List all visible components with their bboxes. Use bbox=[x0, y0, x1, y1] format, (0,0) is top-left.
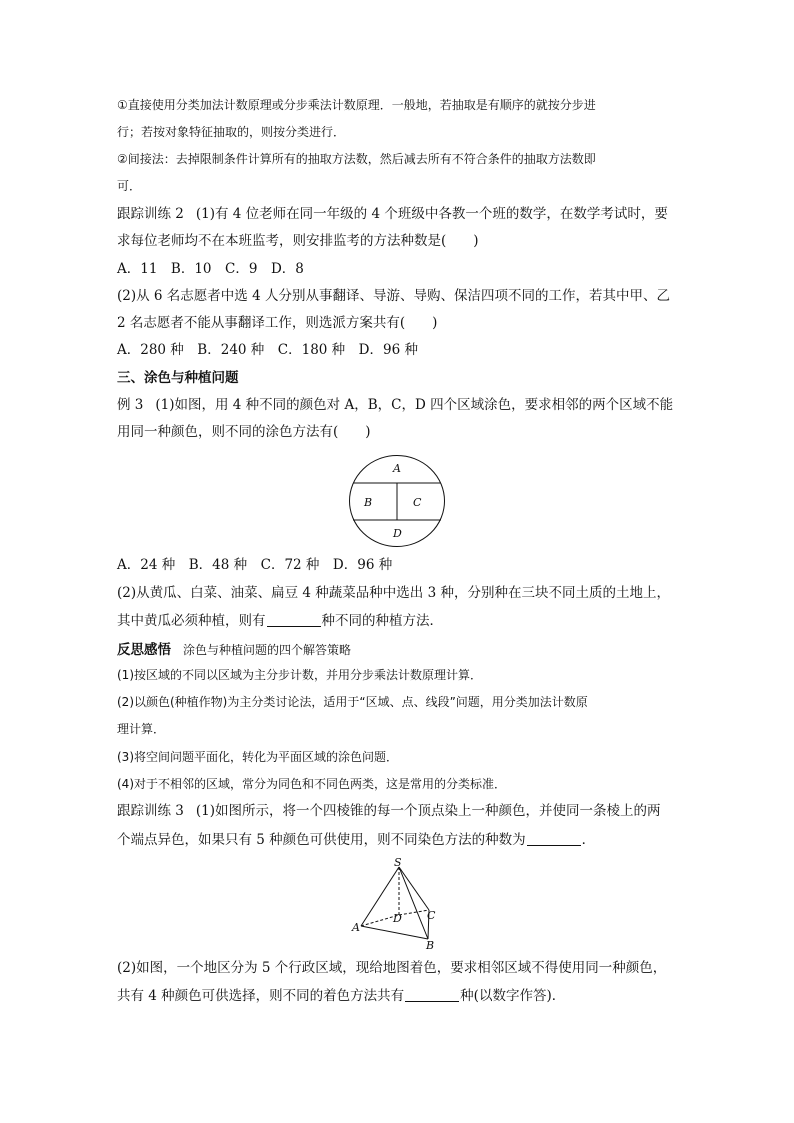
example3-q2-text-pre: 其中黄瓜必须种植，则有 bbox=[117, 613, 266, 629]
region-label-b: B bbox=[364, 496, 373, 509]
vertex-label-a: A bbox=[352, 921, 360, 934]
pyramid-figure bbox=[350, 855, 440, 951]
reflection-heading bbox=[117, 641, 351, 658]
example3-q1-options: A．24 种 B．48 种 C．72 种 D．96 种 bbox=[117, 557, 393, 573]
reflection-strategy-2-line2: 理计算． bbox=[117, 722, 166, 736]
answer-blank bbox=[527, 833, 581, 846]
training3-q1-text-post: ． bbox=[581, 832, 596, 848]
strategy-item2-line1: ②间接法：去掉限制条件计算所有的抽取方法数，然后减去所有不符合条件的抽取方法数即 bbox=[117, 152, 596, 166]
strategy-item1-line1: ①直接使用分类加法计数原理或分步乘法计数原理．一般地，若抽取是有顺序的就按分步进 bbox=[117, 98, 596, 112]
vertex-label-c: C bbox=[427, 909, 436, 922]
training2-q1-line1 bbox=[117, 208, 668, 222]
training3-q2-line1: (2)如图，一个地区分为 5 个行政区域，现给地图着色，要求相邻区域不得使用同一种颜色， bbox=[117, 960, 667, 976]
example3-q2-line2 bbox=[117, 614, 443, 629]
training2-q1-options: A．11 B．10 C．9 D．8 bbox=[117, 261, 304, 277]
example3-q1-line2: 用同一种颜色，则不同的涂色方法有( ) bbox=[117, 424, 371, 440]
reflection-title: 反思感悟 bbox=[117, 642, 171, 658]
answer-blank bbox=[405, 989, 459, 1002]
reflection-strategy-4: (4)对于不相邻的区域，常分为同色和不同色两类，这是常用的分类标准． bbox=[117, 777, 507, 791]
strategy-item1-line2: 行；若按对象特征抽取的，则按分类进行． bbox=[117, 125, 346, 139]
training2-label: 跟踪训练 2 bbox=[117, 206, 184, 222]
example3-q1-line1 bbox=[117, 399, 673, 413]
training2-q2-options: A．280 种 B．240 种 C．180 种 D．96 种 bbox=[117, 342, 418, 358]
training2-q2-line1: (2)从 6 名志愿者中选 4 人分别从事翻译、导游、导购、保洁四项不同的工作，若其中甲、乙 bbox=[117, 288, 670, 304]
training3-label: 跟踪训练 3 bbox=[117, 803, 184, 819]
region-label-a: A bbox=[393, 462, 401, 475]
training3-q1-line1 bbox=[117, 805, 661, 819]
reflection-strategy-2-line1: (2)以颜色(种植作物)为主分类讨论法，适用于“区域、点、线段”问题，用分类加法计数原 bbox=[117, 695, 588, 709]
reflection-strategy-1: (1)按区域的不同以区域为主分步计数，并用分步乘法计数原理计算． bbox=[117, 668, 483, 682]
answer-blank bbox=[267, 614, 321, 627]
region-label-c: C bbox=[413, 496, 422, 509]
vertex-label-d: D bbox=[393, 912, 402, 925]
example3-q2-line1: (2)从黄瓜、白菜、油菜、扁豆 4 种蔬菜品种中选出 3 种，分别种在三块不同土质的土地上， bbox=[117, 585, 670, 601]
training3-q1-line2 bbox=[117, 833, 595, 848]
training3-q2-text-pre: 共有 4 种颜色可供选择，则不同的着色方法共有 bbox=[117, 988, 405, 1004]
example3-q1-text-1: (1)如图，用 4 种不同的颜色对 A，B，C，D 四个区域涂色，要求相邻的两个区域不能 bbox=[155, 397, 674, 413]
vertex-label-b: B bbox=[426, 939, 435, 952]
training3-q2-text-post: 种(以数字作答)． bbox=[460, 988, 566, 1004]
training3-q1-text-1: (1)如图所示，将一个四棱锥的每一个顶点染上一种颜色，并使同一条棱上的两 bbox=[195, 803, 661, 819]
example3-label: 例 3 bbox=[117, 397, 144, 413]
training2-q2-line2: 2 名志愿者不能从事翻译工作，则选派方案共有( ) bbox=[117, 315, 438, 331]
training3-q2-line2 bbox=[117, 989, 565, 1004]
reflection-subtitle: 涂色与种植问题的四个解答策略 bbox=[183, 643, 352, 657]
training2-q1-text-1: (1)有 4 位老师在同一年级的 4 个班级中各教一个班的数学，在数学考试时，要 bbox=[195, 206, 668, 222]
training2-q1-line2: 求每位老师均不在本班监考，则安排监考的方法种数是( ) bbox=[117, 233, 479, 249]
region-label-d: D bbox=[393, 527, 402, 540]
section3-title: 三、涂色与种植问题 bbox=[117, 370, 239, 386]
vertex-label-s: S bbox=[394, 856, 402, 869]
example3-q2-text-post: 种不同的种植方法． bbox=[321, 613, 443, 629]
training3-q1-text-2: 个端点异色，如果只有 5 种颜色可供使用，则不同染色方法的种数为 bbox=[117, 832, 526, 848]
strategy-item2-line2: 可． bbox=[117, 179, 142, 193]
circle-region-figure bbox=[348, 454, 446, 548]
reflection-strategy-3: (3)将空间问题平面化，转化为平面区域的涂色问题． bbox=[117, 750, 399, 764]
